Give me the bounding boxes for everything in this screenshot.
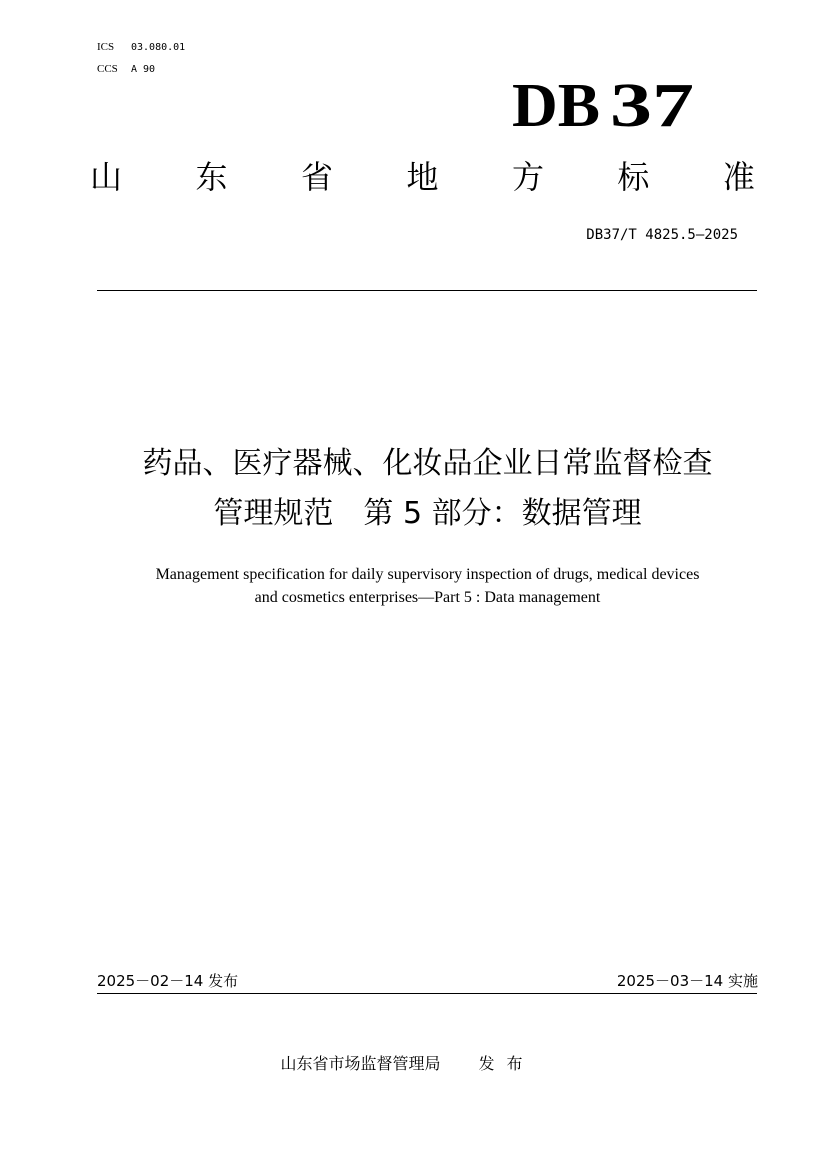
publisher-action: 发布 (478, 1054, 535, 1073)
top-rule (97, 290, 757, 291)
logo-number: 37 (610, 72, 694, 134)
implementation-date: 2025－03－14 实施 (616, 972, 758, 990)
standard-type-char: 方 (511, 158, 544, 196)
logo-prefix: DB (512, 72, 600, 134)
standard-type-char: 准 (722, 158, 755, 196)
standard-type-char: 标 (617, 158, 650, 196)
standard-type-char: 地 (406, 158, 439, 196)
ics-label: ICS (97, 41, 115, 53)
publisher-line (0, 1053, 815, 1075)
standard-type-heading (90, 155, 755, 199)
ics-code (97, 40, 185, 54)
publisher-org: 山东省市场监督管理局 (280, 1054, 441, 1073)
title-en-line1: Management specification for daily supervisory inspection of drugs, medical devices (155, 566, 700, 583)
ccs-value: A 90 (131, 64, 156, 75)
ccs-code (97, 62, 155, 76)
bottom-rule (97, 993, 757, 994)
standard-number: DB37/T 4825.5—2025 (586, 227, 738, 243)
title-cn-line2: 管理规范 第 5 部分：数据管理 (213, 496, 642, 531)
standard-type-char: 山 (90, 158, 123, 196)
issue-date: 2025－02－14 发布 (97, 972, 239, 990)
standard-type-char: 东 (195, 158, 228, 196)
standard-type-char: 省 (300, 158, 333, 196)
ics-value: 03.080.01 (131, 42, 186, 53)
title-cn-line1: 药品、医疗器械、化妆品企业日常监督检查 (142, 446, 713, 481)
ccs-label: CCS (97, 63, 118, 75)
title-en-line2: and cosmetics enterprises—Part 5 : Data management (254, 589, 601, 606)
db37-logo (512, 72, 702, 134)
